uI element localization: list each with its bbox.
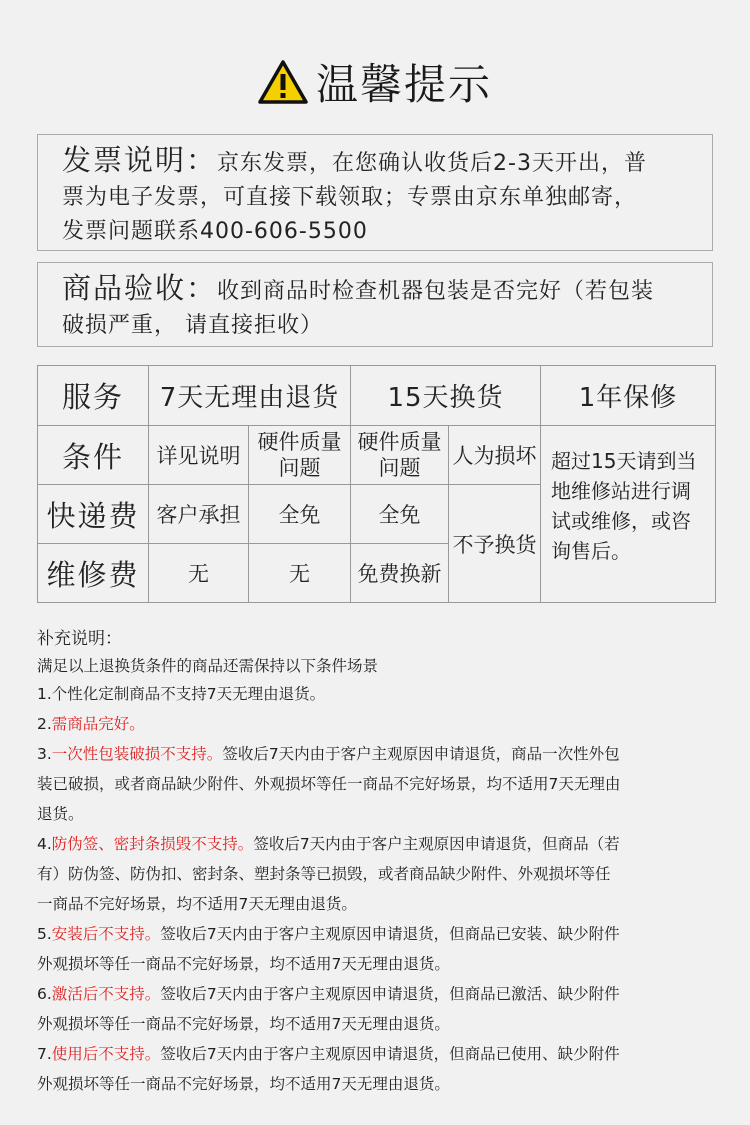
note-6 bbox=[37, 979, 727, 1009]
invoice-text-1: 京东发票，在您确认收货后2-3天开出，普 bbox=[217, 151, 647, 176]
cell-text: 硬件质量 bbox=[257, 430, 342, 454]
supplementary-notes bbox=[37, 625, 727, 1099]
table-cell: 人为损坏 bbox=[449, 426, 541, 485]
acceptance-line-1 bbox=[62, 271, 688, 309]
title-row bbox=[0, 52, 750, 112]
warranty-note-cell: 超过15天请到当地维修站进行调试或维修，或咨询售后。 bbox=[541, 426, 716, 603]
table-cell: 全免 bbox=[249, 485, 351, 544]
note-5-cont: 外观损坏等任一商品不完好场景，均不适用7天无理由退货。 bbox=[37, 955, 450, 973]
note-5 bbox=[37, 919, 727, 949]
note-text: 签收后7天内由于客户主观原因申请退货，但商品已激活、缺少附件 bbox=[160, 985, 620, 1003]
invoice-text-2: 票为电子发票，可直接下载领取；专票由京东单独邮寄， bbox=[62, 185, 638, 210]
notes-intro: 满足以上退换货条件的商品还需保持以下条件场景 bbox=[37, 657, 379, 675]
invoice-info-box bbox=[37, 134, 713, 251]
note-2 bbox=[37, 709, 727, 739]
table-row bbox=[38, 426, 716, 485]
note-1: 1.个性化定制商品不支持7天无理由退货。 bbox=[37, 685, 326, 703]
row-label: 维修费 bbox=[38, 544, 149, 603]
table-cell: 无 bbox=[149, 544, 249, 603]
note-highlight: 安装后不支持。 bbox=[51, 925, 161, 943]
note-6-cont: 外观损坏等任一商品不完好场景，均不适用7天无理由退货。 bbox=[37, 1015, 450, 1033]
acceptance-text-2: 破损严重， 请直接拒收） bbox=[62, 313, 323, 338]
note-4 bbox=[37, 829, 727, 859]
page-title: 温馨提示 bbox=[315, 60, 492, 109]
invoice-heading: 发票说明： bbox=[62, 143, 218, 177]
note-3 bbox=[37, 739, 727, 769]
invoice-text-3: 发票问题联系400-606-5500 bbox=[62, 219, 368, 244]
notes-heading: 补充说明： bbox=[37, 629, 122, 649]
note-number: 2. bbox=[37, 715, 52, 733]
note-4-cont: 有）防伪签、防伪扣、密封条、塑封条等已损毁，或者商品缺少附件、外观损坏等任 bbox=[37, 865, 611, 883]
note-3-cont: 退货。 bbox=[37, 805, 84, 823]
note-highlight: 激活后不支持。 bbox=[51, 985, 161, 1003]
cell-text: 问题 bbox=[278, 456, 321, 480]
row-label: 快递费 bbox=[38, 485, 149, 544]
table-cell: 无 bbox=[249, 544, 351, 603]
note-number: 7. bbox=[37, 1045, 52, 1063]
acceptance-text-1: 收到商品时检查机器包装是否完好（若包装 bbox=[217, 279, 655, 304]
note-text: 签收后7天内由于客户主观原因申请退货，但商品已使用、缺少附件 bbox=[160, 1045, 620, 1063]
acceptance-heading: 商品验收： bbox=[62, 271, 218, 305]
table-cell bbox=[249, 426, 351, 485]
service-table bbox=[37, 365, 716, 603]
table-cell: 全免 bbox=[351, 485, 449, 544]
warning-icon bbox=[258, 59, 308, 105]
note-7 bbox=[37, 1039, 727, 1069]
table-cell: 免费换新 bbox=[351, 544, 449, 603]
cell-text: 问题 bbox=[378, 456, 421, 480]
acceptance-info-box bbox=[37, 262, 713, 347]
row-label: 条件 bbox=[38, 426, 149, 485]
invoice-line-1 bbox=[62, 143, 688, 181]
table-cell bbox=[351, 426, 449, 485]
header-cell: 15天换货 bbox=[351, 366, 541, 426]
note-highlight: 一次性包装破损不支持。 bbox=[51, 745, 223, 763]
note-text: 签收后7天内由于客户主观原因申请退货，商品一次性外包 bbox=[222, 745, 620, 763]
note-highlight: 防伪签、密封条损毁不支持。 bbox=[51, 835, 254, 853]
note-highlight: 使用后不支持。 bbox=[51, 1045, 161, 1063]
header-cell: 1年保修 bbox=[541, 366, 716, 426]
note-text: 签收后7天内由于客户主观原因申请退货，但商品已安装、缺少附件 bbox=[160, 925, 620, 943]
note-number: 4. bbox=[37, 835, 52, 853]
table-row bbox=[38, 366, 716, 426]
no-exchange-cell: 不予换货 bbox=[449, 485, 541, 603]
note-4-cont: 一商品不完好场景，均不适用7天无理由退货。 bbox=[37, 895, 357, 913]
cell-text: 硬件质量 bbox=[357, 430, 442, 454]
note-3-cont: 装已破损，或者商品缺少附件、外观损坏等任一商品不完好场景，均不适用7天无理由 bbox=[37, 775, 621, 793]
note-number: 6. bbox=[37, 985, 52, 1003]
note-number: 3. bbox=[37, 745, 52, 763]
note-number: 5. bbox=[37, 925, 52, 943]
table-cell: 详见说明 bbox=[149, 426, 249, 485]
table-cell: 客户承担 bbox=[149, 485, 249, 544]
header-cell: 服务 bbox=[38, 366, 149, 426]
header-cell: 7天无理由退货 bbox=[149, 366, 351, 426]
note-highlight: 需商品完好。 bbox=[51, 715, 145, 733]
note-7-cont: 外观损坏等任一商品不完好场景，均不适用7天无理由退货。 bbox=[37, 1075, 450, 1093]
note-text: 签收后7天内由于客户主观原因申请退货，但商品（若 bbox=[253, 835, 620, 853]
